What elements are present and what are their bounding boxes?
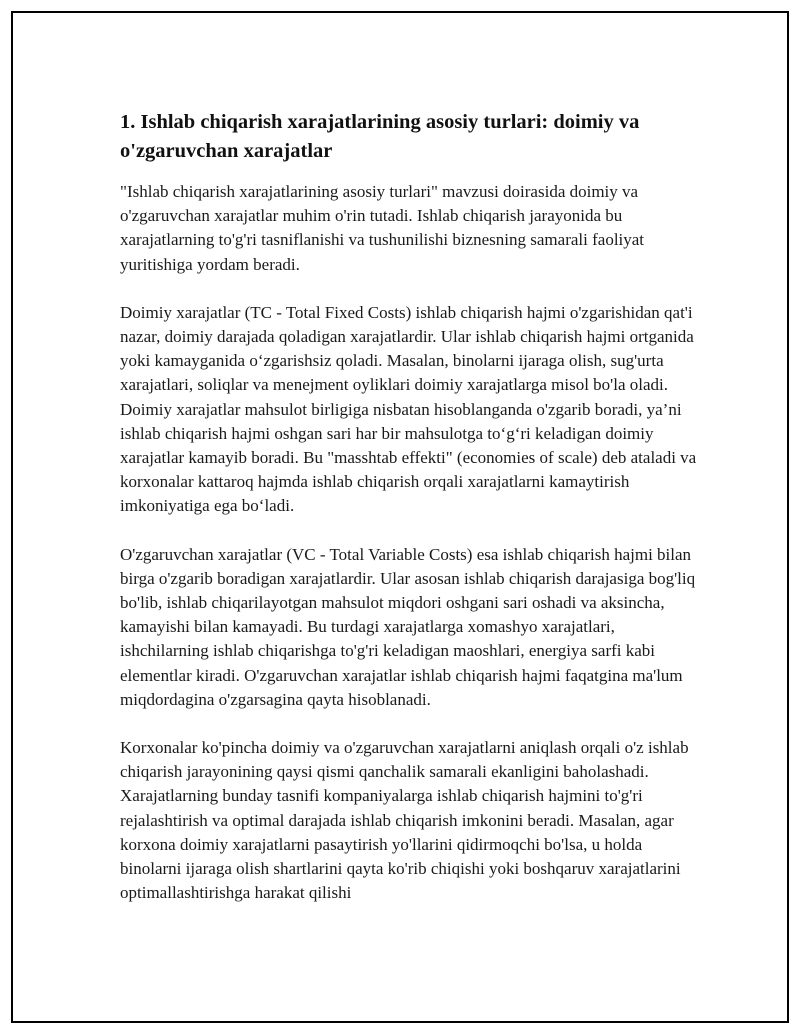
document-body (120, 108, 705, 929)
paragraph-cost-analysis: Korxonalar ko'pincha doimiy va o'zgaruvchan xarajatlarni aniqlash orqali o'z ishlab chiqarish jarayonining qaysi qismi qanchalik samarali ekanligini baholashadi. Xarajatlarning bunday tasnifi kompaniyalarga ishlab chiqarish hajmini to'g'ri rejalashtirish va optimal darajada ishlab chiqarish imkonini beradi. Masalan, agar korxona doimiy xarajatlarni pasaytirish yo'llarini qidirmoqchi bo'lsa, u holda binolarni ijaraga olish shartlarini qayta ko'rib chiqishi yoki boshqaruv xarajatlarini optimallashtirishga harakat qilishi (120, 738, 689, 903)
paragraph-variable-costs: O'zgaruvchan xarajatlar (VC - Total Variable Costs) esa ishlab chiqarish hajmi bilan birga o'zgarib boradigan xarajatlardir. Ular asosan ishlab chiqarish darajasiga bog'liq bo'lib, ishlab chiqarilayotgan mahsulot miqdori oshgani sari oshadi va aksincha, kamayishi bilan kamayadi. Bu turdagi xarajatlarga xomashyo xarajatlari, ishchilarning ishlab chiqarishga to'g'ri keladigan maoshlari, energiya sarfi kabi elementlar kiradi. O'zgaruvchan xarajatlar ishlab chiqarish hajmi faqatgina ma'lum miqdordagina o'zgarsagina qayta hisoblanadi. (120, 544, 696, 709)
paragraph-fixed-costs: Doimiy xarajatlar (TC - Total Fixed Costs) ishlab chiqarish hajmi o'zgarishidan qat'i nazar, doimiy darajada qoladigan xarajatlardir. Ular ishlab chiqarish hajmi ortganida yoki kamayganida o‘zgarishsiz qoladi. Masalan, binolarni ijaraga olish, sug'urta xarajatlari, soliqlar va menejment oyliklari doimiy xarajatlarga misol bo'la oladi. Doimiy xarajatlar mahsulot birligiga nisbatan hisoblanganda o'zgarib boradi, ya’ni ishlab chiqarish hajmi oshgan sari har bir mahsulotga to‘g‘ri keladigan doimiy xarajatlar kamayib boradi. Bu "masshtab effekti" (economies of scale) deb ataladi va korxonalar kattaroq hajmda ishlab chiqarish orqali xarajatlarni kamaytirish imkoniyatiga ega bo‘ladi. (120, 302, 697, 516)
paragraph-intro: "Ishlab chiqarish xarajatlarining asosiy turlari" mavzusi doirasida doimiy va o'zgaruvchan xarajatlar muhim o'rin tutadi. Ishlab chiqarish jarayonida bu xarajatlarning to'g'ri tasniflanishi va tushunilishi biznesning samarali faoliyat yuritishiga yordam beradi. (120, 182, 645, 274)
page-frame (11, 11, 789, 1023)
section-heading: 1. Ishlab chiqarish xarajatlarining asosiy turlari: doimiy va o'zgaruvchan xarajatlar (120, 111, 640, 162)
